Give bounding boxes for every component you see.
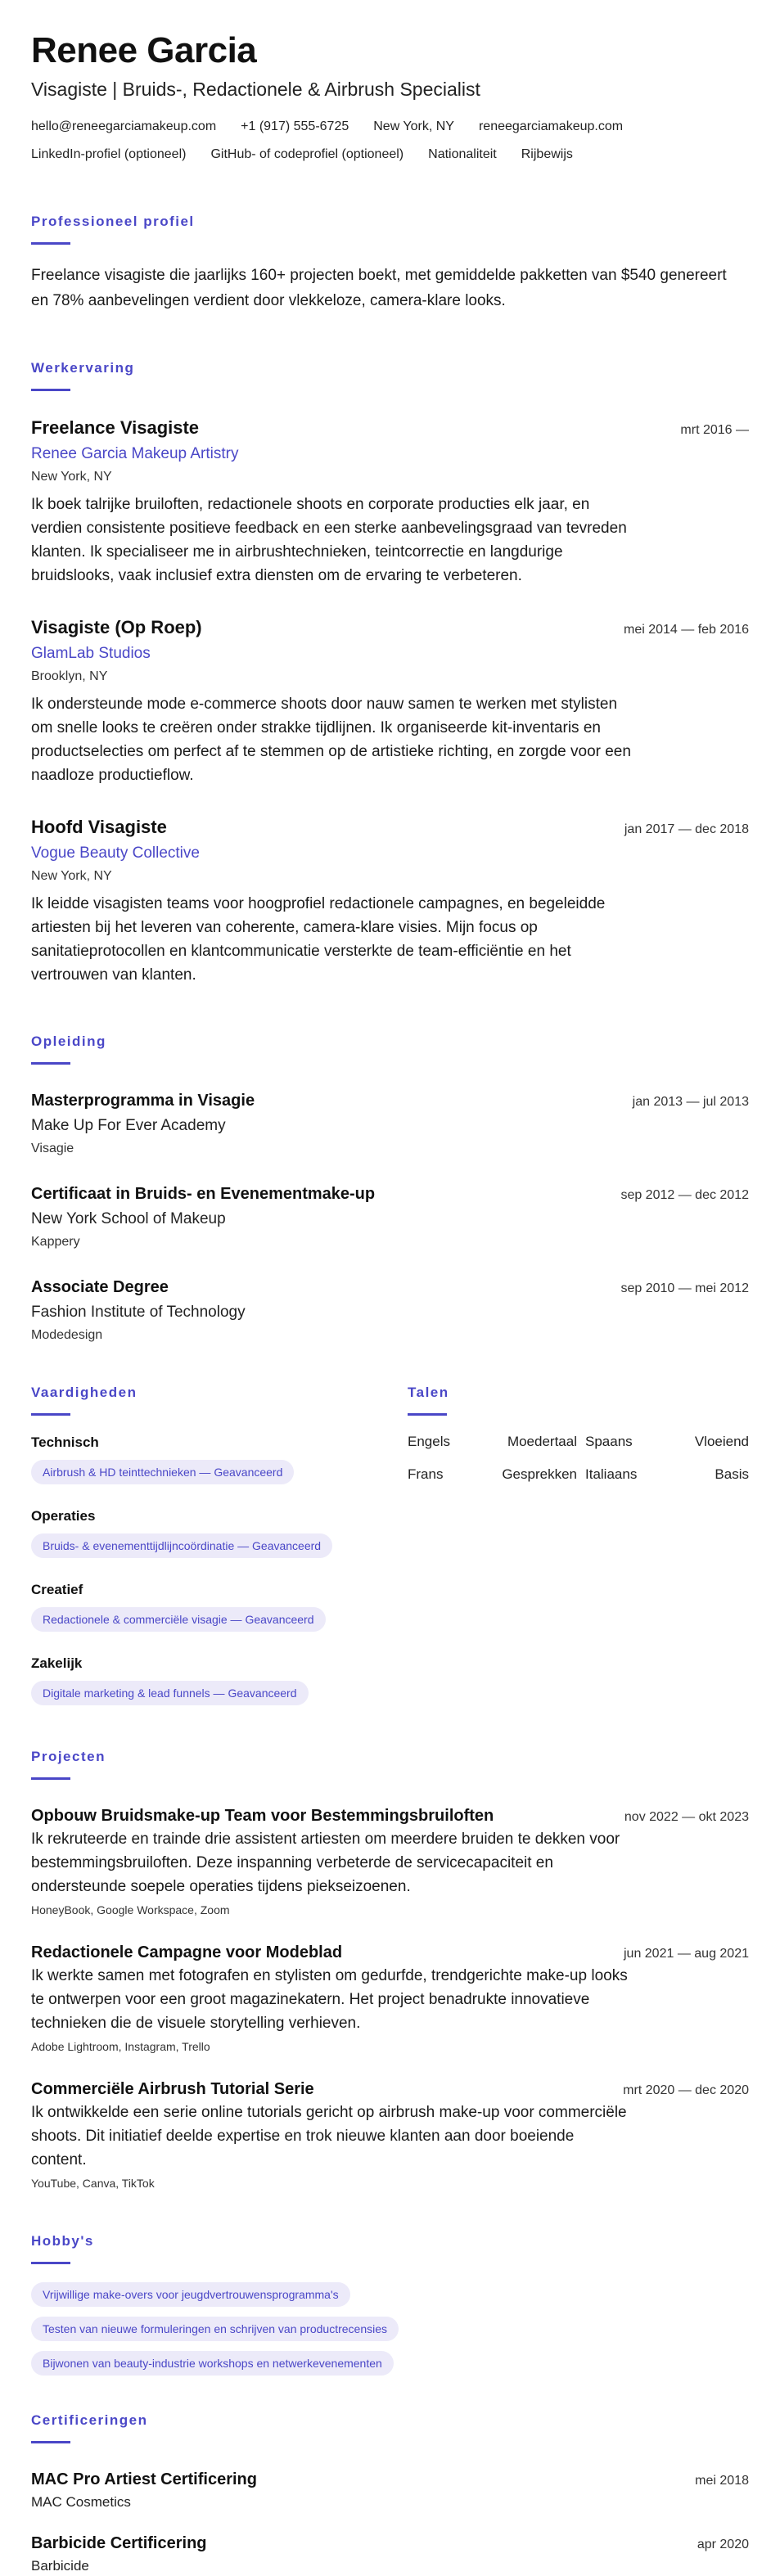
job-location: Brooklyn, NY xyxy=(31,669,108,683)
job-entry xyxy=(31,615,749,787)
education-school: Fashion Institute of Technology xyxy=(31,1304,246,1321)
contact-nationality: Nationaliteit xyxy=(428,147,497,161)
skill-category: Technisch xyxy=(31,1434,99,1450)
education-degree: Certificaat in Bruids- en Evenementmake-up xyxy=(31,1185,376,1203)
section-heading: Projecten xyxy=(31,1749,106,1764)
project-dates: nov 2022 — okt 2023 xyxy=(624,1810,749,1824)
certification-date: apr 2020 xyxy=(697,2538,749,2551)
section-heading: Vaardigheden xyxy=(31,1385,138,1400)
project-dates: jun 2021 — aug 2021 xyxy=(623,1947,749,1961)
education-dates: jan 2013 — jul 2013 xyxy=(632,1095,749,1109)
certification-name: MAC Pro Artiest Certificering xyxy=(31,2470,257,2488)
skill-group xyxy=(31,1655,408,1705)
job-title: Freelance Visagiste xyxy=(31,417,200,438)
section-divider xyxy=(31,2262,70,2264)
section-heading: Opleiding xyxy=(31,1034,106,1049)
section-divider xyxy=(31,1413,70,1416)
section-heading: Werkervaring xyxy=(31,360,135,376)
contact-license: Rijbewijs xyxy=(521,147,573,161)
project-description: Ik werkte samen met fotografen en stylisten om gedurfde, trendgerichte make-up looks te ontwerpen voor een groot magazinekatern. Het project benadrukte innovatieve technieken die de visuele storytelling verhieven. xyxy=(31,1967,628,2032)
education-school: New York School of Makeup xyxy=(31,1210,226,1227)
skill-category: Operaties xyxy=(31,1508,96,1524)
job-company: Vogue Beauty Collective xyxy=(31,844,200,862)
contact-info xyxy=(31,118,749,164)
candidate-name: Renee Garcia xyxy=(31,30,257,70)
hobby-pill: Testen van nieuwe formuleringen en schrijven van productrecensies xyxy=(31,2317,399,2341)
project-tools: YouTube, Canva, TikTok xyxy=(31,2177,155,2190)
skill-pill: Digitale marketing & lead funnels — Geavanceerd xyxy=(31,1681,309,1705)
job-company: GlamLab Studios xyxy=(31,645,151,662)
project-entry xyxy=(31,1941,749,2055)
section-heading: Certificeringen xyxy=(31,2412,148,2428)
language-level: Moedertaal xyxy=(507,1434,577,1449)
hobby-pill: Vrijwillige make-overs voor jeugdvertrouwensprogramma's xyxy=(31,2282,350,2307)
certification-entry xyxy=(31,2532,749,2576)
section-divider xyxy=(31,242,70,245)
section-divider xyxy=(31,1062,70,1065)
contact-website[interactable]: reneegarciamakeup.com xyxy=(478,119,624,133)
contact-linkedin[interactable]: LinkedIn-profiel (optioneel) xyxy=(31,147,187,161)
education-school: Make Up For Ever Academy xyxy=(31,1117,226,1134)
job-title: Hoofd Visagiste xyxy=(31,817,167,837)
project-entry xyxy=(31,2078,749,2191)
language-level: Gesprekken xyxy=(502,1466,577,1482)
education-entry xyxy=(31,1276,749,1344)
certification-entry xyxy=(31,2468,749,2512)
section-heading: Talen xyxy=(408,1385,449,1400)
certifications-section xyxy=(31,2412,749,2576)
profile-section xyxy=(31,213,749,313)
skill-pill: Airbrush & HD teinttechnieken — Geavanceerd xyxy=(31,1460,294,1484)
skill-category: Zakelijk xyxy=(31,1655,83,1671)
education-entry xyxy=(31,1182,749,1251)
education-dates: sep 2012 — dec 2012 xyxy=(620,1188,749,1202)
job-dates: jan 2017 — dec 2018 xyxy=(624,822,749,836)
skills-section xyxy=(31,1384,408,1705)
education-section xyxy=(31,1033,749,1344)
section-heading: Professioneel profiel xyxy=(31,214,195,229)
education-degree: Associate Degree xyxy=(31,1278,169,1296)
education-field: Modedesign xyxy=(31,1328,103,1342)
projects-section xyxy=(31,1748,749,2191)
candidate-title: Visagiste | Bruids-, Redactionele & Airbrush Specialist xyxy=(31,79,480,100)
section-divider xyxy=(31,1777,70,1780)
language-name: Engels xyxy=(408,1434,450,1449)
certification-name: Barbicide Certificering xyxy=(31,2534,207,2552)
job-company: Renee Garcia Makeup Artistry xyxy=(31,445,239,462)
hobby-pill: Bijwonen van beauty-industrie workshops en netwerkevenementen xyxy=(31,2351,394,2376)
contact-phone[interactable]: +1 (917) 555-6725 xyxy=(241,119,349,133)
experience-section xyxy=(31,359,749,987)
project-title: Commerciële Airbrush Tutorial Serie xyxy=(31,2080,314,2098)
education-field: Kappery xyxy=(31,1235,80,1249)
skill-category: Creatief xyxy=(31,1582,83,1597)
section-divider xyxy=(408,1413,447,1416)
languages-section xyxy=(408,1384,749,1705)
skill-group xyxy=(31,1581,408,1632)
project-tools: HoneyBook, Google Workspace, Zoom xyxy=(31,1903,230,1916)
language-level: Basis xyxy=(715,1466,749,1482)
language-level: Vloeiend xyxy=(694,1434,749,1449)
certification-issuer: Barbicide xyxy=(31,2558,89,2574)
project-dates: mrt 2020 — dec 2020 xyxy=(623,2083,749,2097)
project-entry xyxy=(31,1804,749,1918)
skill-group xyxy=(31,1507,408,1558)
language-grid xyxy=(408,1434,749,1483)
skill-pill: Bruids- & evenementtijdlijncoördinatie — Geavanceerd xyxy=(31,1533,332,1558)
language-name: Frans xyxy=(408,1466,444,1482)
job-description: Ik ondersteunde mode e-commerce shoots door nauw samen te werken met stylisten om snelle looks te creëren onder strakke tijdlijnen. Ik organiseerde kit-inventaris en productselecties om perfect af te stemmen op de artistieke richting, en zorgde voor een naadloze productieflow. xyxy=(31,696,631,784)
job-description: Ik boek talrijke bruiloften, redactionele shoots en corporate producties elk jaar, en verdien consistente positieve feedback en een sterke aanbevelingsgraad van tevreden klanten. Ik specialiseer me in airbrushtechnieken, teintcorrectie en langdurige bruidslooks, vaak inclusief extra diensten om de ervaring te verbeteren. xyxy=(31,496,627,584)
job-location: New York, NY xyxy=(31,869,112,883)
hobbies-section xyxy=(31,2232,749,2376)
job-location: New York, NY xyxy=(31,470,112,484)
education-entry xyxy=(31,1089,749,1158)
contact-email[interactable]: hello@reneegarciamakeup.com xyxy=(31,119,217,133)
section-heading: Hobby's xyxy=(31,2233,94,2249)
certification-date: mei 2018 xyxy=(695,2474,749,2488)
project-tools: Adobe Lightroom, Instagram, Trello xyxy=(31,2040,210,2053)
project-title: Opbouw Bruidsmake-up Team voor Bestemmingsbruiloften xyxy=(31,1807,494,1825)
language-name: Italiaans xyxy=(585,1466,638,1482)
job-entry xyxy=(31,815,749,987)
profile-summary: Freelance visagiste die jaarlijks 160+ projecten boekt, met gemiddelde pakketten van $540 genereert en 78% aanbevelingen verdient door vlekkeloze, camera-klare looks. xyxy=(31,267,727,309)
certification-issuer: MAC Cosmetics xyxy=(31,2494,131,2510)
section-divider xyxy=(31,389,70,391)
contact-github[interactable]: GitHub- of codeprofiel (optioneel) xyxy=(210,147,404,161)
education-field: Visagie xyxy=(31,1142,74,1155)
skill-pill: Redactionele & commerciële visagie — Geavanceerd xyxy=(31,1607,326,1632)
skills-languages-row xyxy=(31,1384,749,1705)
job-description: Ik leidde visagisten teams voor hoogprofiel redactionele campagnes, en begeleidde artiesten bij het leveren van coherente, camera-klare visies. Mijn focus op sanitatieprotocollen en klantcommunicatie versterkte de team-efficiëntie en het vertrouwen van klanten. xyxy=(31,895,606,984)
project-description: Ik rekruteerde en trainde drie assistent artiesten om meerdere bruiden te dekken voor bestemmingsbruiloften. Deze inspanning verbeterde de servicecapaciteit en ondersteunde soepele operaties tijdens piekseizoenen. xyxy=(31,1831,620,1895)
resume-header xyxy=(31,29,749,164)
project-description: Ik ontwikkelde een serie online tutorials gericht op airbrush make-up voor commerciële shoots. Dit initiatief deelde expertise en trok nieuwe klanten aan door boeiende content. xyxy=(31,2104,627,2168)
skill-group xyxy=(31,1434,408,1484)
job-dates: mrt 2016 — xyxy=(680,423,749,437)
education-degree: Masterprogramma in Visagie xyxy=(31,1092,255,1110)
education-dates: sep 2010 — mei 2012 xyxy=(620,1281,749,1295)
section-divider xyxy=(31,2441,70,2443)
job-dates: mei 2014 — feb 2016 xyxy=(624,623,749,637)
job-title: Visagiste (Op Roep) xyxy=(31,617,202,637)
project-title: Redactionele Campagne voor Modeblad xyxy=(31,1943,343,1961)
language-name: Spaans xyxy=(585,1434,633,1449)
job-entry xyxy=(31,416,749,588)
contact-location: New York, NY xyxy=(373,119,454,133)
